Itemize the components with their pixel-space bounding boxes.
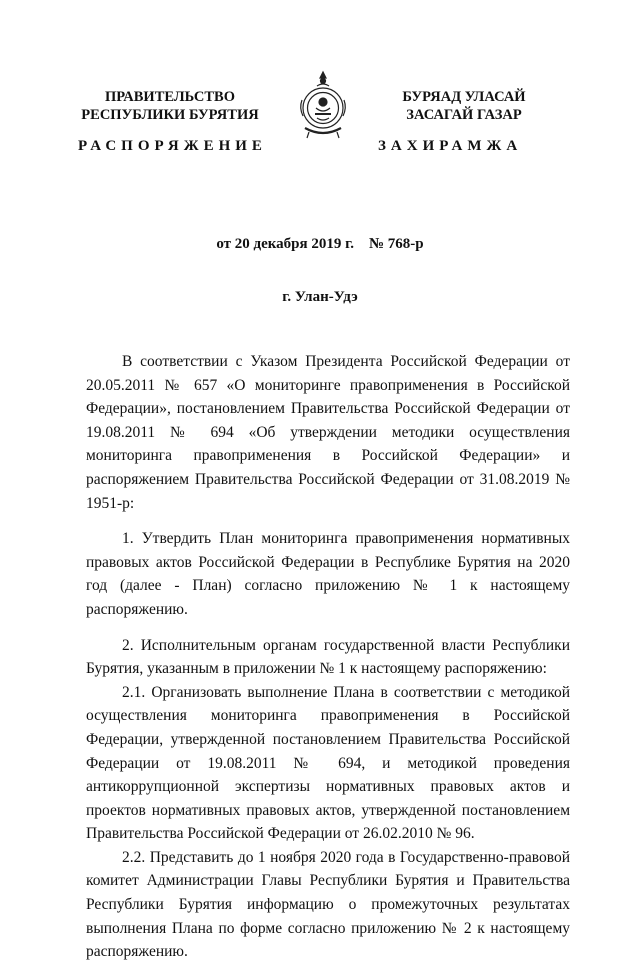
government-name-line2: РЕСПУБЛИКИ БУРЯТИЯ: [81, 107, 259, 123]
decree-title-russian: РАСПОРЯЖЕНИЕ: [78, 138, 267, 154]
government-name-buryat-line2: ЗАСАГАЙ ГАЗАР: [406, 107, 522, 123]
coat-of-arms-icon: [297, 66, 349, 146]
government-name-buryat-line1: БУРЯАД УЛАСАЙ: [402, 89, 526, 105]
decree-title-buryat: ЗАХИРАМЖА: [378, 138, 523, 154]
paragraph-2-2: 2.2. Представить до 1 ноября 2020 года в Государственно-правовой комитет Администрации Главы Республики Бурятия и Правительства Республики Бурятия информацию о промежуточных результатах выполнения Плана по форме согласно приложению № 2 к настоящему распоряжению.: [86, 848, 570, 961]
header-right: [354, 88, 574, 124]
paragraph-1: 1. Утвердить План мониторинга правоприменения нормативных правовых актов Российской Федерации в Республике Бурятия на 2020 год (далее - План) согласно приложению № 1 к настоящему распоряжению.: [86, 530, 570, 618]
decree-body: [86, 350, 570, 964]
paragraph-2: 2. Исполнительным органам государственной власти Республики Бурятия, указанным в приложении № 1 к настоящему распоряжению:: [86, 636, 570, 678]
header-left: [60, 88, 280, 124]
decree-date-number: от 20 декабря 2019 г. № 768-р: [216, 236, 424, 252]
government-name-line1: ПРАВИТЕЛЬСТВО: [105, 89, 235, 105]
decree-city: г. Улан-Удэ: [282, 289, 358, 305]
paragraph-preamble: В соответствии с Указом Президента Российской Федерации от 20.05.2011 № 657 «О мониторинге правоприменения в Российской Федерации», постановлением Правительства Российской Федерации от 19.08.2011 № 694 «Об утверждении методики осуществления мониторинга правоприменения в Российской Федерации» и распоряжением Правительства Российской Федерации от 31.08.2019 № 1951-р:: [86, 353, 570, 512]
paragraph-2-1: 2.1. Организовать выполнение Плана в соответствии с методикой осуществления мониторинга правоприменения в Российской Федерации, утвержденной постановлением Правительства Российской Федерации от 19.08.2011 № 694, и методикой проведения антикоррупционной экспертизы нормативных правовых актов и проектов нормативных правовых актов, утвержденной постановлением Правительства Российской Федерации от 26.02.2010 № 96.: [86, 683, 570, 843]
